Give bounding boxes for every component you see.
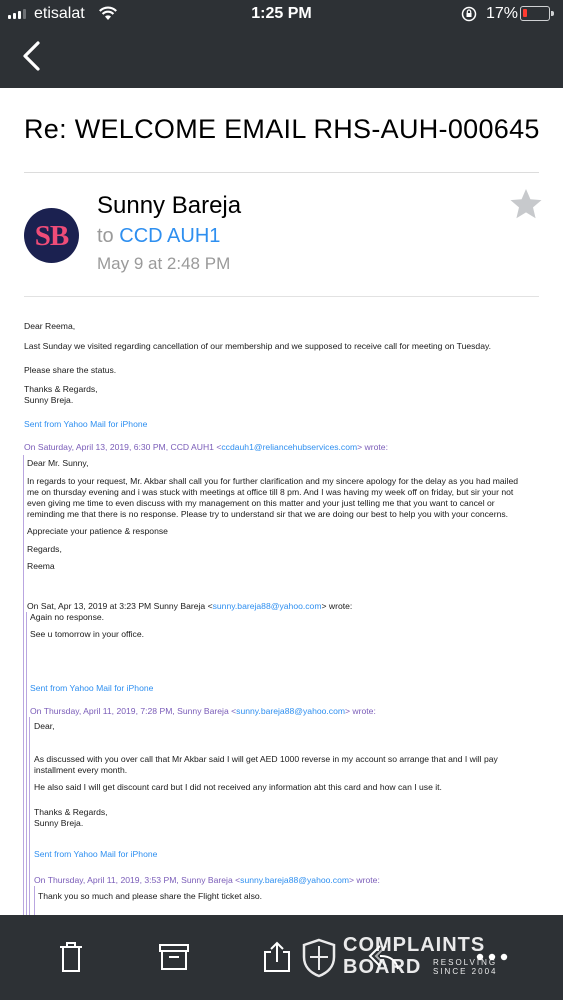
watermark-line2: BOARD <box>343 956 422 978</box>
quote-line: me on thursday evening and i was stuck with meetings at office till 8 pm. And I was having my week off on friday, but sir your not <box>27 487 514 497</box>
sent-from-link[interactable]: Sent from Yahoo Mail for iPhone <box>24 419 148 429</box>
signature-name: Sunny Breja. <box>34 818 84 828</box>
divider <box>24 296 539 297</box>
carrier-name: etisalat <box>34 5 85 22</box>
quote-line: Thank you so much and please share the Flight ticket also. <box>38 891 263 901</box>
quote-line: reminding me that there is no response. Please try to understand sir that we are doing our best to help you with your concerns. <box>27 509 509 519</box>
email-link[interactable]: sunny.bareja88@yahoo.com <box>240 875 350 885</box>
email-link[interactable]: sunny.bareja88@yahoo.com <box>236 706 346 716</box>
email-subject: Re: WELCOME EMAIL RHS-AUH-000645 <box>24 114 540 144</box>
email-date: May 9 at 2:48 PM <box>97 254 231 273</box>
quote-greeting: Dear Mr. Sunny, <box>27 458 89 468</box>
watermark-tagline: RESOLVING SINCE 2004 <box>433 958 498 976</box>
quote-line: installment every month. <box>34 765 128 775</box>
quote-greeting: Dear, <box>34 721 55 731</box>
watermark-line1: COMPLAINTS <box>343 934 486 956</box>
status-bar <box>0 0 563 30</box>
quote-line: Reema <box>27 561 55 571</box>
quote-header: On Saturday, April 13, 2019, 6:30 PM, CCD AUH1 <ccdauh1@reliancehubservices.com> wrote: <box>24 442 388 452</box>
sender-avatar[interactable] <box>24 208 79 263</box>
quote-line: As discussed with you over call that Mr Akbar said I will get AED 1000 reverse in my account so arrange that and I will pay <box>34 754 498 764</box>
shield-logo-icon <box>302 938 336 978</box>
trash-icon[interactable] <box>57 941 85 973</box>
quote-line: Regards, <box>27 544 62 554</box>
archive-icon[interactable] <box>158 943 190 971</box>
recipient-name[interactable]: CCD AUH1 <box>119 225 221 247</box>
body-paragraph: Last Sunday we visited regarding cancellation of our membership and we supposed to receive call for meeting on Tuesday. <box>24 341 492 351</box>
email-link[interactable]: ccdauh1@reliancehubservices.com <box>221 442 358 452</box>
battery-percent: 17% <box>486 5 519 22</box>
quote-bar <box>29 717 30 915</box>
sent-from-link[interactable]: Sent from Yahoo Mail for iPhone <box>30 683 154 693</box>
signature-name: Sunny Breja. <box>24 395 74 405</box>
to-label: to <box>97 225 114 247</box>
quote-header: On Sat, Apr 13, 2019 at 3:23 PM Sunny Bareja <sunny.bareja88@yahoo.com> wrote: <box>27 601 353 611</box>
divider <box>24 172 539 173</box>
quote-header: On Thursday, April 11, 2019, 7:28 PM, Sunny Bareja <sunny.bareja88@yahoo.com> wrote: <box>30 706 376 716</box>
signoff: Thanks & Regards, <box>24 384 98 394</box>
rotation-lock-icon <box>461 6 477 22</box>
back-chevron-icon[interactable] <box>18 40 46 72</box>
email-link[interactable]: sunny.bareja88@yahoo.com <box>212 601 322 611</box>
quote-line: Again no response. <box>30 612 105 622</box>
quote-line: See u tomorrow in your office. <box>30 629 145 639</box>
top-navigation-bar <box>0 0 563 88</box>
quote-line: In regards to your request, Mr. Akbar shall call you for further clarification and my sincere apology for the delay as you had mailed <box>27 476 519 486</box>
body-paragraph: Please share the status. <box>24 365 117 375</box>
sent-from-link[interactable]: Sent from Yahoo Mail for iPhone <box>34 849 158 859</box>
quote-bar <box>23 455 24 915</box>
battery-icon <box>520 6 550 21</box>
quote-bar <box>34 886 35 915</box>
quote-line: He also said I will get discount card but I did not received any information abt this card and how can I use it. <box>34 782 442 792</box>
complaints-board-watermark <box>298 930 520 982</box>
quote-line: even giving me time to even discuss with my management on this matter and your just telling me that you want to cancel or <box>27 498 495 508</box>
recipient-line[interactable] <box>97 225 220 248</box>
sender-name[interactable]: Sunny Bareja <box>97 192 242 219</box>
body-greeting: Dear Reema, <box>24 321 76 331</box>
move-icon[interactable] <box>262 940 292 973</box>
quote-header: On Thursday, April 11, 2019, 3:53 PM, Sunny Bareja <sunny.bareja88@yahoo.com> wrote: <box>34 875 380 885</box>
signoff: Thanks & Regards, <box>34 807 108 817</box>
avatar-initials: SB <box>34 220 69 252</box>
star-icon[interactable] <box>509 187 543 221</box>
quote-line: Appreciate your patience & response <box>27 526 168 536</box>
status-time: 1:25 PM <box>251 5 312 22</box>
quote-bar <box>26 612 27 915</box>
